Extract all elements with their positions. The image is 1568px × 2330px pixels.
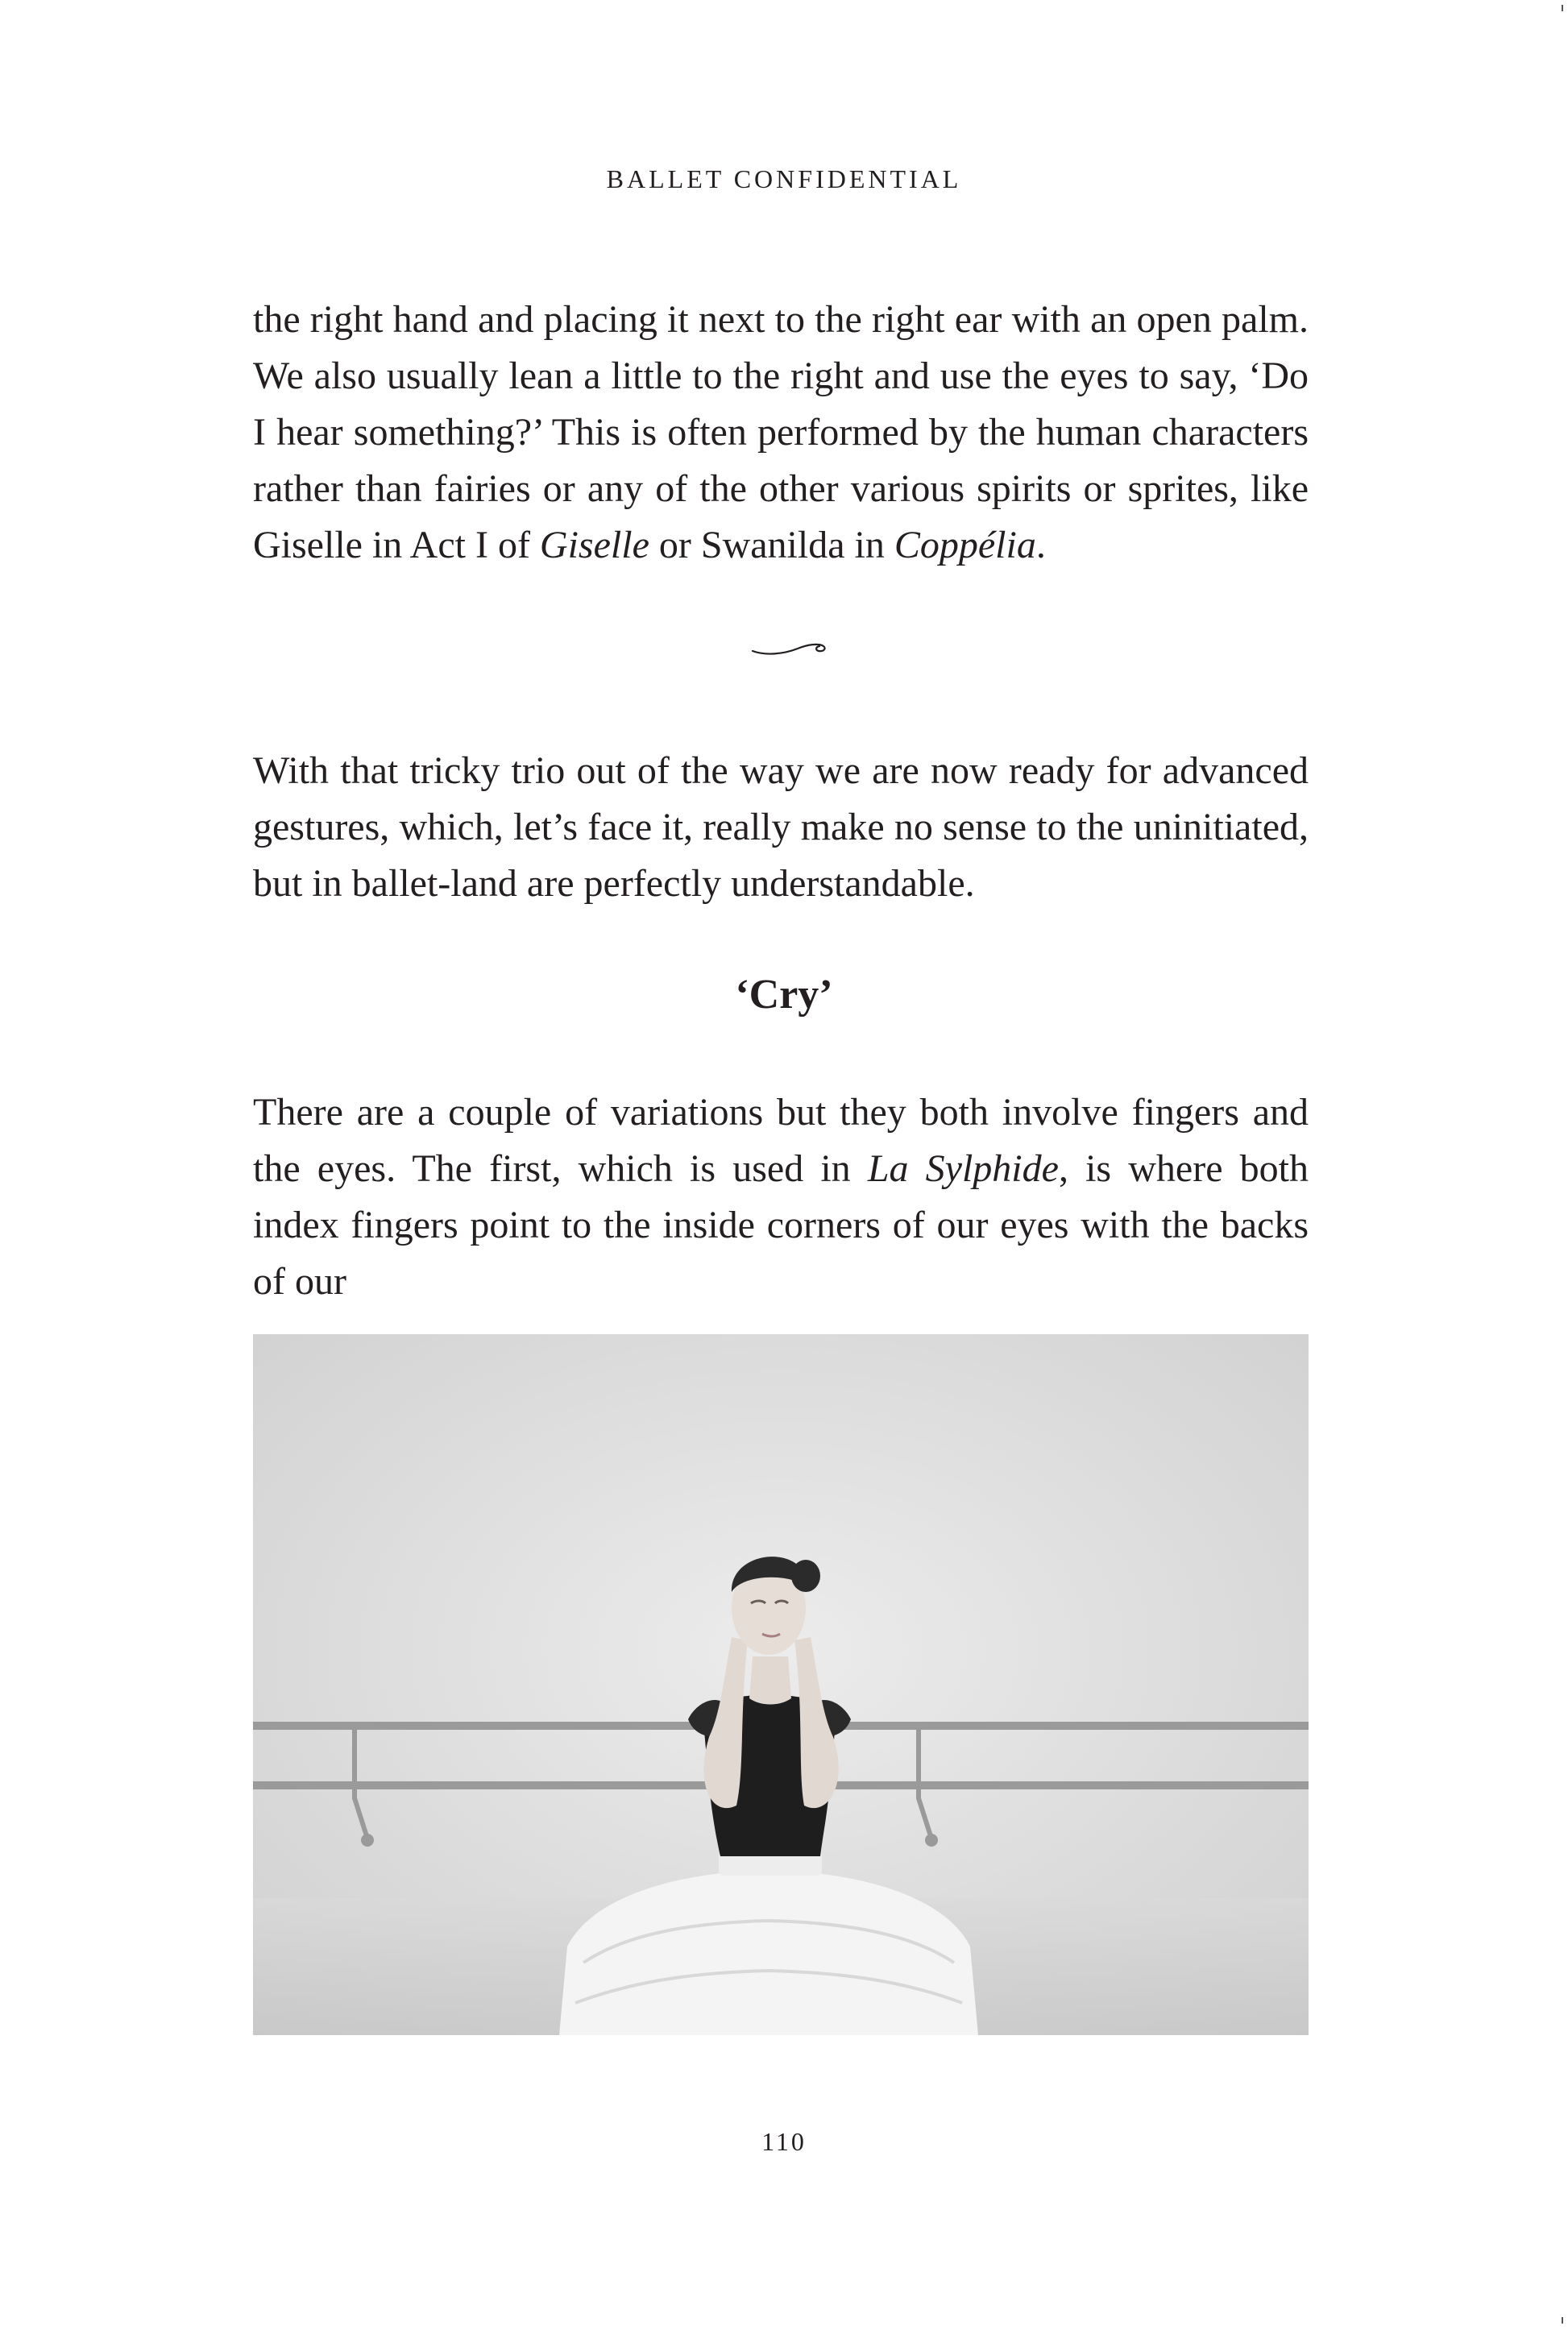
body-paragraph-2 xyxy=(253,743,1309,912)
paragraph-text: , is where both index fingers point to the inside corners of our eyes with the backs of our xyxy=(253,1147,1309,1303)
paragraph-text: the right hand and placing it next to the right ear with an open palm. We also usually lean a little to the right and use the eyes to say, ‘Do I hear something?’ This is often performed by the human characters rather than fairies or any of the other various spirits or sprites, like Giselle in Act I of xyxy=(253,298,1309,566)
paragraph-text: With that tricky trio out of the way we are now ready for advanced gestures, which, let’s face it, really make no sense to the uninitiated, but in ballet-land are perfectly understandable. xyxy=(253,749,1309,905)
paragraph-text: There are a couple of variations but they both involve fingers and the eyes. The first, which is used in xyxy=(253,1091,1309,1190)
page-number: 110 xyxy=(761,2127,807,2156)
section-heading: ‘Cry’ xyxy=(735,972,833,1018)
crop-mark xyxy=(1562,2317,1563,2324)
crop-mark xyxy=(1562,5,1563,11)
work-title-coppelia: Coppélia xyxy=(894,524,1036,566)
ballerina-illustration xyxy=(253,1334,1309,2035)
work-title-la-sylphide: La Sylphide xyxy=(867,1147,1059,1190)
paragraph-text: or Swanilda in xyxy=(649,524,894,566)
running-head: BALLET CONFIDENTIAL xyxy=(606,164,962,193)
body-paragraph-3 xyxy=(253,1084,1309,1310)
paragraph-text: . xyxy=(1035,524,1046,566)
ballerina-photo xyxy=(253,1334,1309,2035)
body-paragraph-1 xyxy=(253,292,1309,574)
work-title-giselle: Giselle xyxy=(539,524,649,566)
flourish-ornament-icon xyxy=(751,636,827,661)
